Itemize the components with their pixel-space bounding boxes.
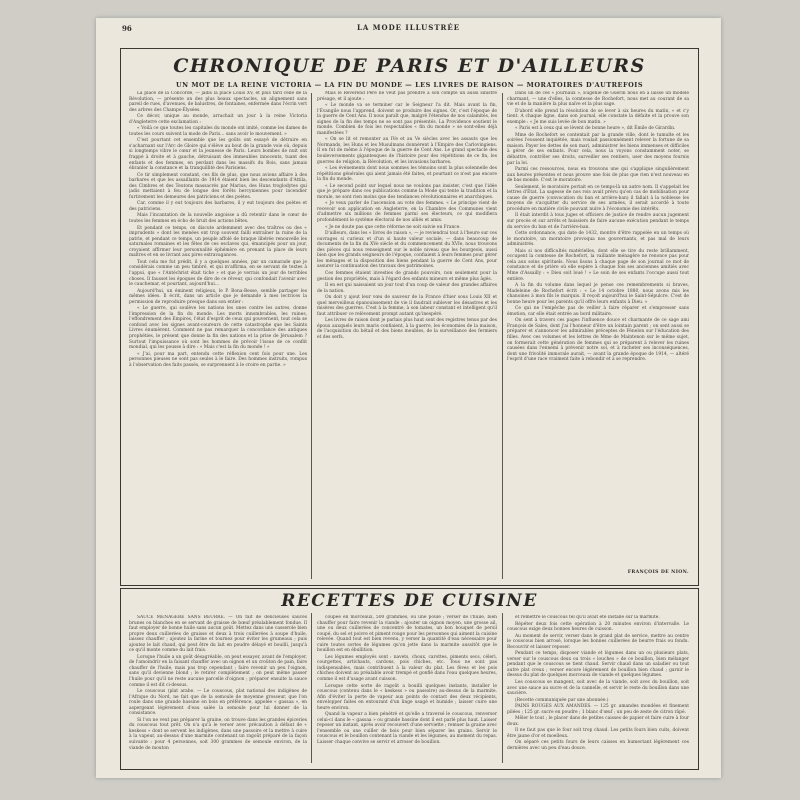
- paragraph: Mêler le tout ; le placer dans de petites caisses de papier et faire cuire à four doux.: [507, 716, 689, 727]
- column-rule: [311, 613, 312, 763]
- paragraph: « Le guerre, qui soulève les nations les unes contre les autres, donne l'impression de la fin du monde. Les morts innombrables, les ruines, l'effondrement des Empires, l'état d'esprit de ceux qui gouvernent, tout cela se confond avec les signes avant-coureurs de cette catastrophe que les Saints Livres énumèrent. Comment ne pas remarquer la concordance des antiques prophéties, le présent que donne la fin des nations et la prise de Jérusalem ? Surtout l'impuissance où sont les hommes de prévoir l'issue de ce conflit mondial, qui les pousse à dire : « Mais c'est la fin du monde ! »: [129, 306, 307, 351]
- paragraph: « Je veux parler de l'ascension au vote des femmes. « Le principe vient de recevoir son application en Angleterre, en la Chambre des Communes vient d'admettre six millions de femmes parmi ses électeurs, ce qui modifiera profondément le système électoral de nos alliés et amis.: [317, 201, 497, 224]
- page-number: 96: [122, 24, 132, 33]
- paragraph: Dans un de ces « journaux », Eugénie de Guérin nous en a laissé un modèle charmant, — une d'elles, la comtesse de Rochefort, nous met au courant de sa vie et de la manière la plus naïve et la plus sage.: [507, 91, 689, 108]
- column-rule: [311, 93, 312, 579]
- column-rule: [502, 613, 503, 763]
- paragraph: « Paris est à ceux qui se lèvent de bonne heure », dit Émile de Girardin.: [515, 126, 676, 132]
- paragraph: Tout cela me fut prédit, il y a quelques années, par un camarade que je considérais comme un peu timbré, et qui m'affirma, en se servant de textes à l'appui, que « l'Antéchrist était tiche » et que je verrais un jour de terribles choses. Il fausset les époques de dire de ce rêveur, qui confondait l'avenir avec le cauchemar, et pourtant, aujourd'hui…: [129, 259, 307, 288]
- paragraph: Aujourd'hui, un éminent religieux, le P. Bona-Besse, semble partager les mêmes idées. Il écrit, dans un article que je demande à mes lectrices la permission de reproduire presque dans son entier :: [129, 288, 307, 305]
- recettes-column-2: [317, 615, 497, 765]
- paragraph: Lorsque cette sorte de ragoût a bouilli quelques instants, installer le couscous (contenu dans le « keskess » ou passoire) au-dessus de la marmite. Afin d'éviter la perte de vapeur aux points de contact des deux récipients, envelopper faites en entourant d'un linge usagé et humide ; laisser cuire une heure environ.: [317, 683, 497, 711]
- paragraph: Il en est qui naissaient un jour tout d'un coup de valeur des grandes affaires de la nation.: [317, 283, 497, 294]
- paragraph: Mme de Rochefort se contentait par la grande ville, dont le tumulte et les soirées l'eussent inquiétée, mais voulait passionnément relever la fortune de sa maison. Payer les dettes de son mari, administrer les biens immenses et difficiles à gérer de ses enfants. Pour cela, nous la voyons constamment noter, se débattre, contrôler ses droits, surveiller ses rentiers, user des moyens fournis par la loi.: [507, 132, 689, 166]
- paragraph: SAUCE MÉNAGÈRE SANS BEURRE. — On fait de délicieuses sauces brunes ou blanches en se servant de graisse de bœuf préalablement fondue. Il faut employer de bonne huile sans aucun goût. Mettez dans une casserole bien propre deux cuillerées de graisse et deux à trois cuillerées à soupe d'huile, laissez chauffer ; ajoutez la farine et tournez pour éviter les grumeaux ; puis ajoutez le lait chaud, qui peut être du lait en poudre délayé et bouilli, jusqu'à ce qu'il monte comme du lait frais.: [129, 615, 307, 654]
- paragraph: On sent à travers ces pages l'influence douce et charmante de ce sage ami François de Sales, dont j'ai l'honneur d'être un lointain parent ; on sent aussi se préparer et s'annoncer les admirables préceptes de Fénelon sur l'éducation des filles. Avec ces volumes et les lettres de Mme de Maintenon sur le même sujet, on formerait cette génération de femmes qui se préparent à relever les ruines causées dans l'ennemi à prévenir notre sol, et à racheter ses inconséquences, dont une frivolité immorale aurait, — avant la grande époque de 1914, — altéré l'esprit d'une race vraiment faite à rebondir et à se reprendre.: [507, 318, 689, 363]
- paragraph: Mais le Révérend Père ne veut pas prendre à son compte un aussi sinistre présage, et il ajoute :: [317, 91, 497, 102]
- paragraph: et remettre le couscous tel qu'il avait été installé sur la marmite.: [515, 615, 660, 620]
- paragraph: « Le monde va se terminer car le Seigneur l'a dit. Mais avant la fin, l'Évangile nous l'apprend, doivent se produire des signes. Or, c'est l'époque de la guerre de Cent Ans. Il nous paraît que, malgré l'étendue de nos calamités, les signes de la fin des temps ne se sont pas présentés. La Providence soutient le monde. Combien de fois les respectables « fin du monde » se sont-elles déjà manifestées ?: [317, 103, 497, 136]
- paragraph: La place de la Concorde, — jadis la place Louis XV, et plus tard celle de la Révolution, — présente un des plus beaux spectacles, un alignement sans pareil de rues, d'avenues, de balustres, de fontaines, enfermée dans l'écrin vert des arbres des Champs-Élysées.: [129, 91, 307, 113]
- recettes-column-3: [507, 615, 689, 765]
- author-signature: FRANÇOIS DE NION.: [627, 570, 689, 575]
- chronique-column-3: [507, 91, 689, 569]
- paragraph: A la fin du volume dans lequel je pense ces remembrements si braves, Madeleine de Rochefort écrit : « Le 14 octobre 1880, nous avons mis les chanoines à mon fils le marquis. Il reçoit aujourd'hui le Saint-Sépulcre. C'est de bonne heure pour les parents qu'il offre leurs enfants à Dieu. »: [507, 283, 689, 305]
- paragraph: Les couscous se mangent, soit avec de la viande, soit avec du bouillon, soit avec une sauce au sucre et de la cannelle, et servir le reste du bouillon dans une saucière.: [507, 680, 689, 697]
- column-rule: [502, 93, 503, 579]
- paragraph: Ce décor, unique au monde, arrachait un jour à la reine Victoria d'Angleterre cette exclamation :: [129, 114, 307, 125]
- recettes-title: RECETTES DE CUISINE: [281, 591, 538, 611]
- paragraph: (Recette communiquée par une abonnée.): [515, 697, 609, 703]
- paragraph: « Je ne doute pas que cette réforme ne soit suivie en France.: [325, 224, 461, 230]
- paragraph: D'ailleurs, dans les « livres de raison », — je reviendrai tout à l'heure sur ces ouvrages si curieux et d'un si haute valeur sociale, — dans beaucoup de documents de la fin du XVe siècle et du commencement du XVIe, nous trouvons des pièces qui nous renseignent sur le noble niveau que les bourgeois, aussi bien que les grands seigneurs de l'époque, confiaient à leurs femmes pour gérer les ménages et la disposition des biens pendant la guerre de Cent Ans, pour assurer la continuation des travaux des patrimoines.: [317, 231, 497, 270]
- paragraph: On doit y ajout leur vœu de sauveur de la France d'hier sous Louis XII et quel merveilleux épanouissement de vie il faudrait sublever les désastres et les misères des guerres. C'est à la femme, à son labeur constant et intelligent qu'il faut attribuer ce relèvement prompt autant qu'inespéré.: [317, 295, 497, 317]
- paragraph: « Le second point sur lequel nous ne voulons pas insister, c'est que l'idée que je prépare dans ces publications comme la Mode qui tente la tradition et la morale, ne sont rien moins que des tendances révolutionnaires et anarchiques.: [317, 183, 497, 200]
- paragraph: Lorsque l'huile a un goût désagréable, on peut essayer, avant de l'employer, de l'amoindrir en la faisant chauffer avec un oignon et un croûton de pain, faire chauffer de l'huile, mais pas trop cependant ; faire revenir un peu l'oignon, sans qu'il devienne blond ; le retirer complètement ; on peut même passer l'huile pour qu'il ne reste aucune parcelle d'oignon ; préparer ensuite la sauce comme il est dit ci-dessus.: [129, 654, 307, 688]
- paragraph: Ce tir simplement constant, ces fils de plus, que nous avions affaire à des barbares et que les assaillants de 1914 étaient bien les descendants d'Attila, des Cimbres et des Teutons massacrés par Marius, des Huns troglodytes qui jadis mettaient à feu de longue des forêts hercyniennes pour incendier furtivement les demeures des patriciens et des poètes.: [129, 172, 307, 200]
- chronique-column-1: [129, 91, 307, 581]
- recettes-column-1: [129, 615, 307, 765]
- paragraph: Car, comme il y eut toujours des barbares, il y eut toujours des poètes et des patriciens.: [129, 201, 307, 212]
- paragraph: Seulement, le moratoire portait en ce temps-là un autre nom. Il s'appelait les lettres d'État. La sagesse de nos rois avait prévu qu'en cas de mobilisation pour cause de guerre (convocation du ban et arrière-ban) il fallait à la noblesse les moyens de s'acquitter du service de ses armées, il serait accordé à toute procédure en matière civile pouvant nuire à l'économie des intérêts.: [507, 184, 689, 212]
- chronique-subtitle: UN MOT DE LA REINE VICTORIA — LA FIN DU MONDE — LES LIVRES DE RAISON — MORATOIRES D'AUTREFOIS: [175, 81, 644, 89]
- chronique-section: [120, 48, 699, 586]
- paragraph: « Les événements dont nous sommes les témoins sont la plus solennelle des répétitions générales qui aient jamais été faites, et pourtant ce n'est pas encore la fin du monde.: [317, 166, 497, 183]
- paragraph: Il ne faut pas que le four soit trop chaud. Les petits fours bien cuits, doivent être jaune d'or et moelleux.: [507, 728, 689, 739]
- chronique-title: CHRONIQUE DE PARIS ET D'AILLEURS: [173, 55, 646, 77]
- paragraph: « Voilà ce que toutes les capitales du monde ont imité, comme les dames de toutes les cours suivent la mode de Paris… sans avoir le mouvement. »: [129, 126, 307, 137]
- paragraph: Quand la vapeur a bien pénétré et qu'elle a traversé le couscous, renverser celui-ci dans le « gassaa » ou grande bassine dont il est parlé plus haut. Laisser reposer un instant, après avoir recouvert d'une serviette ; remuer la graine avec l'ensemble ou une cuiller de bois pour bien séparer les grains. Servir le couscous et le bouillon contenant la viande et les légumes, au moment du repas. Laisser chaque convive se servir et arroser de bouillon.: [317, 712, 497, 746]
- running-title: LA MODE ILLUSTRÉE: [356, 23, 461, 32]
- paragraph: Pendant ce temps, disposer viande et légumes dans un ou plusieurs plats, verser sur le couscous deux ou trois « louches » de ce bouillon, bien mélanger pendant que le couscous se tient chaud. Servir chaud dans un saladier ou tout autre plat creux ; verser encore légèrement de bouillon bien chaud ; garnir le dessus du plat de quelques morceaux de viande et quelques légumes.: [507, 651, 689, 679]
- paragraph: Cette ordonnance, qui date de 1432, montre d'être rappelée en un temps où le moratoire, un moratoire provoqua nos gouvernants, et pas mal de leurs administrés.: [507, 231, 689, 248]
- magazine-page: [96, 18, 721, 778]
- paragraph: Mais si nos difficultés matérielles, dont elle se tire du reste brillamment, occupent la comtesse de Rochefort, la vaillante ménagère ne renonce pas pour cela aux soins spirituels. Nous lisons à chaque page de son journal ce mot de constance et de prière où elle espère à chaque fois ses anciennes amitiés avec Mme d'Assailly : « Dieu soit loué ! » Le soin de ses enfants l'occupe aussi tout entière.: [507, 248, 689, 282]
- paragraph: Au moment de servir, verser dans le grand plat de service, mettre au centre le couscous bien arrosé, lorsque les bonnes cuillerées de beurre frais ou fondu. Recouvrir et laisser reposer.: [507, 633, 689, 650]
- chronique-column-2: [317, 91, 497, 581]
- paragraph: coupée en morceaux, 500 grammes, ou une poule ; verser de l'huile, bien chauffer pour faire revenir la viande : ajouter un oignon moyen, une grosse ail, une ou deux cuillerées de concentré de tomates, un bon bouquet de persil coupé, du sel et poivre et piment rouge pour les personnes qui aiment la cuisine relevée. Quand tout est bien revenu, y verser la quantité d'eau nécessaire pour cuire toutes sortes de légumes qu'on jette dans la marmite aussitôt que le bouillon est en ébullition.: [317, 615, 497, 654]
- paragraph: Si l'on ne veut pas préparer la graine, on trouve dans les grandes épiceries du couscous tout prêt. On n'a qu'à le verser avec précaution à défaut de « keskess » dont se servent les indigènes, dans une passoire et la mettre à cuire à la vapeur, au-dessus d'une marmite contenant un ragoût préparé de la façon suivante : pour 4 personnes, soit 300 grammes de semoule environ, de la viande de mouton: [129, 717, 307, 751]
- paragraph: D'abord elle prend la résolution de se lever à six heures du matin, « et c'y tient. A chaque ligne, dans son journal, elle constate la défaite et la prouve son exemple : « Je me suis levée de bon matin. »: [507, 108, 689, 125]
- paragraph: Mais l'incantation de la nouvelle angoisse a dû retentir dans le cœur de toutes les femmes en écho de bruit des actions bêtes.: [129, 213, 307, 225]
- paragraph: Ces femmes étaient investies de grands pouvoirs, non seulement pour la gestion des propriétés, mais à l'égard des enfants mineurs et même plus âgés.: [317, 270, 497, 282]
- paragraph: C'est pourtant cet ensemble que les goûts ont essayé de détruire en s'acharnant sur l'Arc de Gloire qui s'élève au bout de la grande voie où, depuis si longtemps vibre le cœur et la jeunesse de Paris. Leurs bombes de nuit ont frappé à droite et à gauche, détruisant des immeubles innocents, tuant des enfants et des femmes, en perdant dans les massifs du Bois, sans jamais ébranler la constance et la tranquillité des Parisiens.: [129, 138, 307, 172]
- paragraph: On séparé ces petits fours de leurs caisses en humectant légèrement ces dernières avec un peu d'eau douce.: [507, 740, 689, 752]
- recettes-section: [120, 588, 699, 770]
- paragraph: PAINS ROUGES AUX AMANDES. — 125 gr. amandes mondées et finement pilées ; 125 gr. sucre en poudre ; 1 blanc d'œuf ; un peu de zeste de citron râpé.: [507, 704, 689, 715]
- paragraph: « On se lit et remonter au IVe et au Ve siècles avec les assauts que les Normands, les Huns et les Musulmans donnèrent à l'Empire des Carlovingiens. Il en fut de même à l'époque de la guerre de Cent Ans. Le grand spectacle des bouleversements gigantesques de l'histoire pour des répétitions de ce fin, les guerres de religion, la Révolution, et les invasions barbares.: [317, 137, 497, 165]
- paragraph: « J'ai, pour ma part, entendu cette réflexion cent fois pour une. Les personnes pieuses ne sont pas seules à le faire. Des hommes instruits, rompus à l'observation des faits passés, se surprennent à le croire en partie. »: [129, 351, 307, 368]
- paragraph: Les légumes employés sont : navets, choux, carottes, piments secs, céleri, courgettes, artichauts, cardons, pois chiches, etc. Tous ne sont pas indispensables, mais contribuent à la valeur du plat. Les fèves et les pois chiches doivent au préalable avoir trempé et gonflé dans l'eau quelques heures, comme il est d'usage avant cuisson.: [317, 654, 497, 683]
- paragraph: Le couscous (plat arabe. — Le couscous, plat national des indigènes de l'Afrique du Nord, ne fait que de la semoule de moyenne grosseur, que l'on roule dans une grande bassine en bois en préférence, appelée « gassaa », en aspergeant légèrement d'eau salée la semoule pour lui donner de la consistance.: [129, 689, 307, 717]
- paragraph: Et pendant ce temps, on discute ardemment avec des traîtres ou des « imprudents » dont les menées ont trop souvent failli entraîner la ruine de la patrie, et pendant ce temps, un peuple affolé de braque libérée renouvelle les saturnales romaines et les fêtes de ces esclaves qui, émancipés pour un jour, croyaient affirmer leur personnalité éphémère en prenant la place de leurs maîtres et en se livrant aux pires extravagances.: [129, 225, 307, 259]
- paragraph: Répéter deux fois cette opération à 20 minutes environ d'intervalle. Le couscous exige deux bonnes heures de cuisson.: [507, 621, 689, 633]
- paragraph: Parmi ces ressources, nous en trouvons une qui s'applique singulièrement aux heures présentes et nous prouve une fois de plus que rien n'est nouveau en de bas monde. C'est le moratoire.: [507, 167, 689, 184]
- paragraph: Les livres de raison dont je parlais plus haut sont des registres tenus par des époux auxquels leurs maris confiaient, à la guerre, les économies de la maison, de l'acquisition du bétail et des biens meubles, de la surveillance des fermiers et des serfs.: [317, 318, 497, 340]
- paragraph: Il était interdit à tous juges et officiers de justice de rendre aucun jugement sur procès et sur arrêts et huissiers de faire aucune exécution pendant le temps du service du ban et de l'arrière-ban.: [507, 213, 689, 230]
- paragraph: Ce qui ne l'empêche pas de veiller à faire réparer et s'empresser sans émotion, car elle était entrée au bord militaire.: [507, 306, 689, 317]
